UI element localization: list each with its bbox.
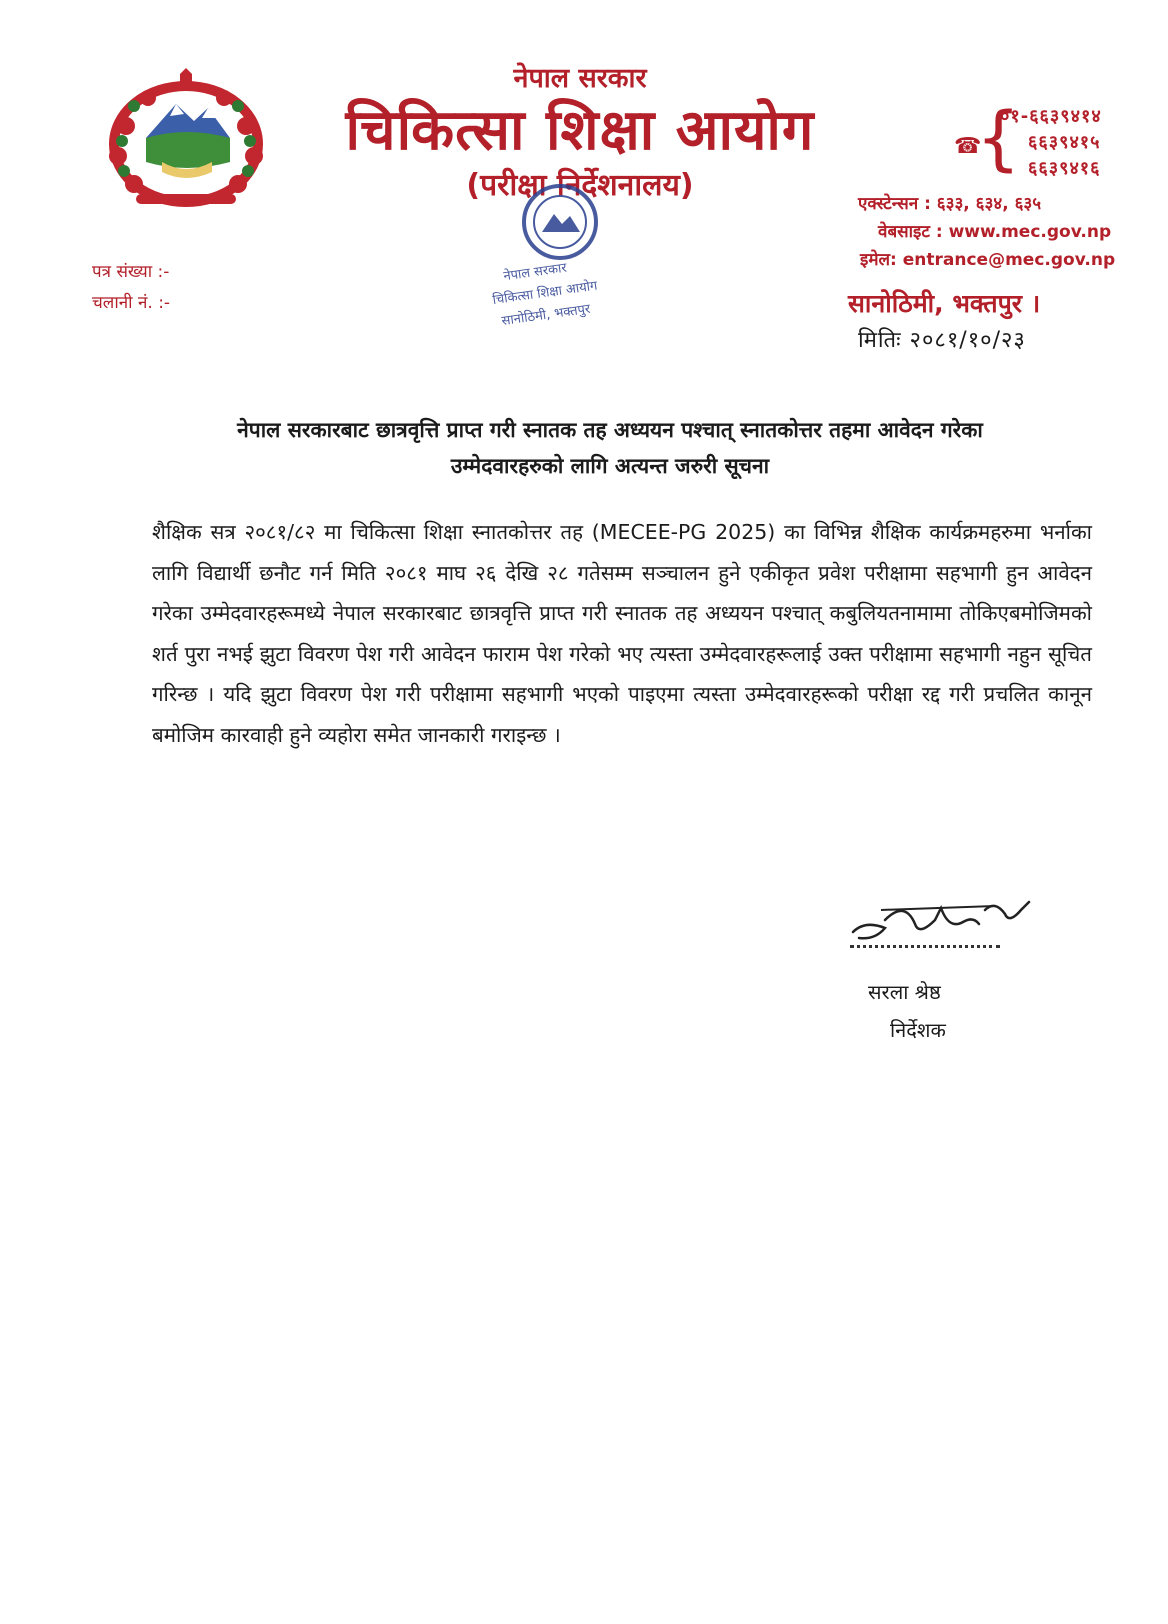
reference-block bbox=[92, 257, 170, 319]
phone-number: ६६३९४१५ bbox=[1028, 132, 1101, 153]
extension-numbers: एक्स्टेन्सन : ६३३, ६३४, ६३५ bbox=[858, 194, 1042, 214]
telephone-icon: ☎ bbox=[954, 134, 982, 159]
letter-date: मितिः २०८१/१०/२३ bbox=[858, 328, 1026, 353]
office-address: सानोठिमी, भक्तपुर । bbox=[848, 289, 1041, 318]
signatory-title: निर्देशक bbox=[890, 1018, 946, 1042]
phone-list bbox=[1000, 104, 1102, 182]
signature-line bbox=[850, 945, 1000, 948]
notice-subject bbox=[140, 412, 1080, 484]
phone-group bbox=[858, 97, 1108, 184]
website-link: वेबसाइट : www.mec.gov.np bbox=[878, 222, 1112, 242]
handwritten-signature bbox=[845, 880, 1045, 950]
phone-number: ६६३९४१६ bbox=[1028, 158, 1101, 179]
letter-number-label: पत्र संख्या :- bbox=[92, 262, 170, 282]
signatory-name: सरला श्रेष्ठ bbox=[868, 980, 941, 1004]
dispatch-number-label: चलानी नं. :- bbox=[92, 293, 171, 313]
organization-name: चिकित्सा शिक्षा आयोग bbox=[345, 98, 815, 163]
government-name: नेपाल सरकार bbox=[513, 63, 647, 94]
nepal-emblem-icon bbox=[96, 66, 276, 216]
seal-line-3: सानोठिमी, भक्तपुर bbox=[500, 301, 592, 330]
brace-decoration: { bbox=[976, 97, 1021, 179]
department-name: (परीक्षा निर्देशनालय) bbox=[466, 168, 694, 203]
office-seal-stamp bbox=[490, 180, 640, 330]
subject-line-2: उम्मेदवारहरुको लागि अत्यन्त जरुरी सूचना bbox=[450, 454, 770, 478]
seal-line-1: नेपाल सरकार bbox=[502, 260, 568, 285]
notice-body: शैक्षिक सत्र २०८१/८२ मा चिकित्सा शिक्षा स्नातकोत्तर तह (MECEE-PG 2025) का विभिन्न शैक्षिक कार्यक्रमहरुमा भर्नाका लागि विद्यार्थी छनौट गर्न मिति २०८१ माघ २६ देखि २८ गतेसम्म सञ्चालन हुने एकीकृत प्रवेश परीक्षामा सहभागी हुन आवेदन गरेका उम्मेदवारहरूमध्ये नेपाल सरकारबाट छात्रवृत्ति प्राप्त गरी स्नातक तह अध्ययन पश्चात् कबुलियतनामामा तोकिएबमोजिमको शर्त पुरा नभई झुटा विवरण पेश गरी आवेदन फाराम पेश गरेको भए त्यस्ता उम्मेदवारहरूलाई उक्त परीक्षामा सहभागी नहुन सूचित गरिन्छ । यदि झुटा विवरण पेश गरी परीक्षामा सहभागी भएको पाइएमा त्यस्ता उम्मेदवारहरूको परीक्षा रद्द गरी प्रचलित कानून बमोजिम कारवाही हुने व्यहोरा समेत जानकारी गराइन्छ । bbox=[152, 520, 1092, 747]
phone-number: ०१-६६३९४१४ bbox=[1000, 106, 1102, 127]
subject-line-1: नेपाल सरकारबाट छात्रवृत्ति प्राप्त गरी स्नातक तह अध्ययन पश्चात् स्नातकोत्तर तहमा आवेदन गरेका bbox=[237, 418, 983, 442]
seal-line-2: चिकित्सा शिक्षा आयोग bbox=[491, 278, 599, 309]
email-link: इमेल: entrance@mec.gov.np bbox=[860, 250, 1116, 270]
contact-block bbox=[858, 97, 1116, 270]
